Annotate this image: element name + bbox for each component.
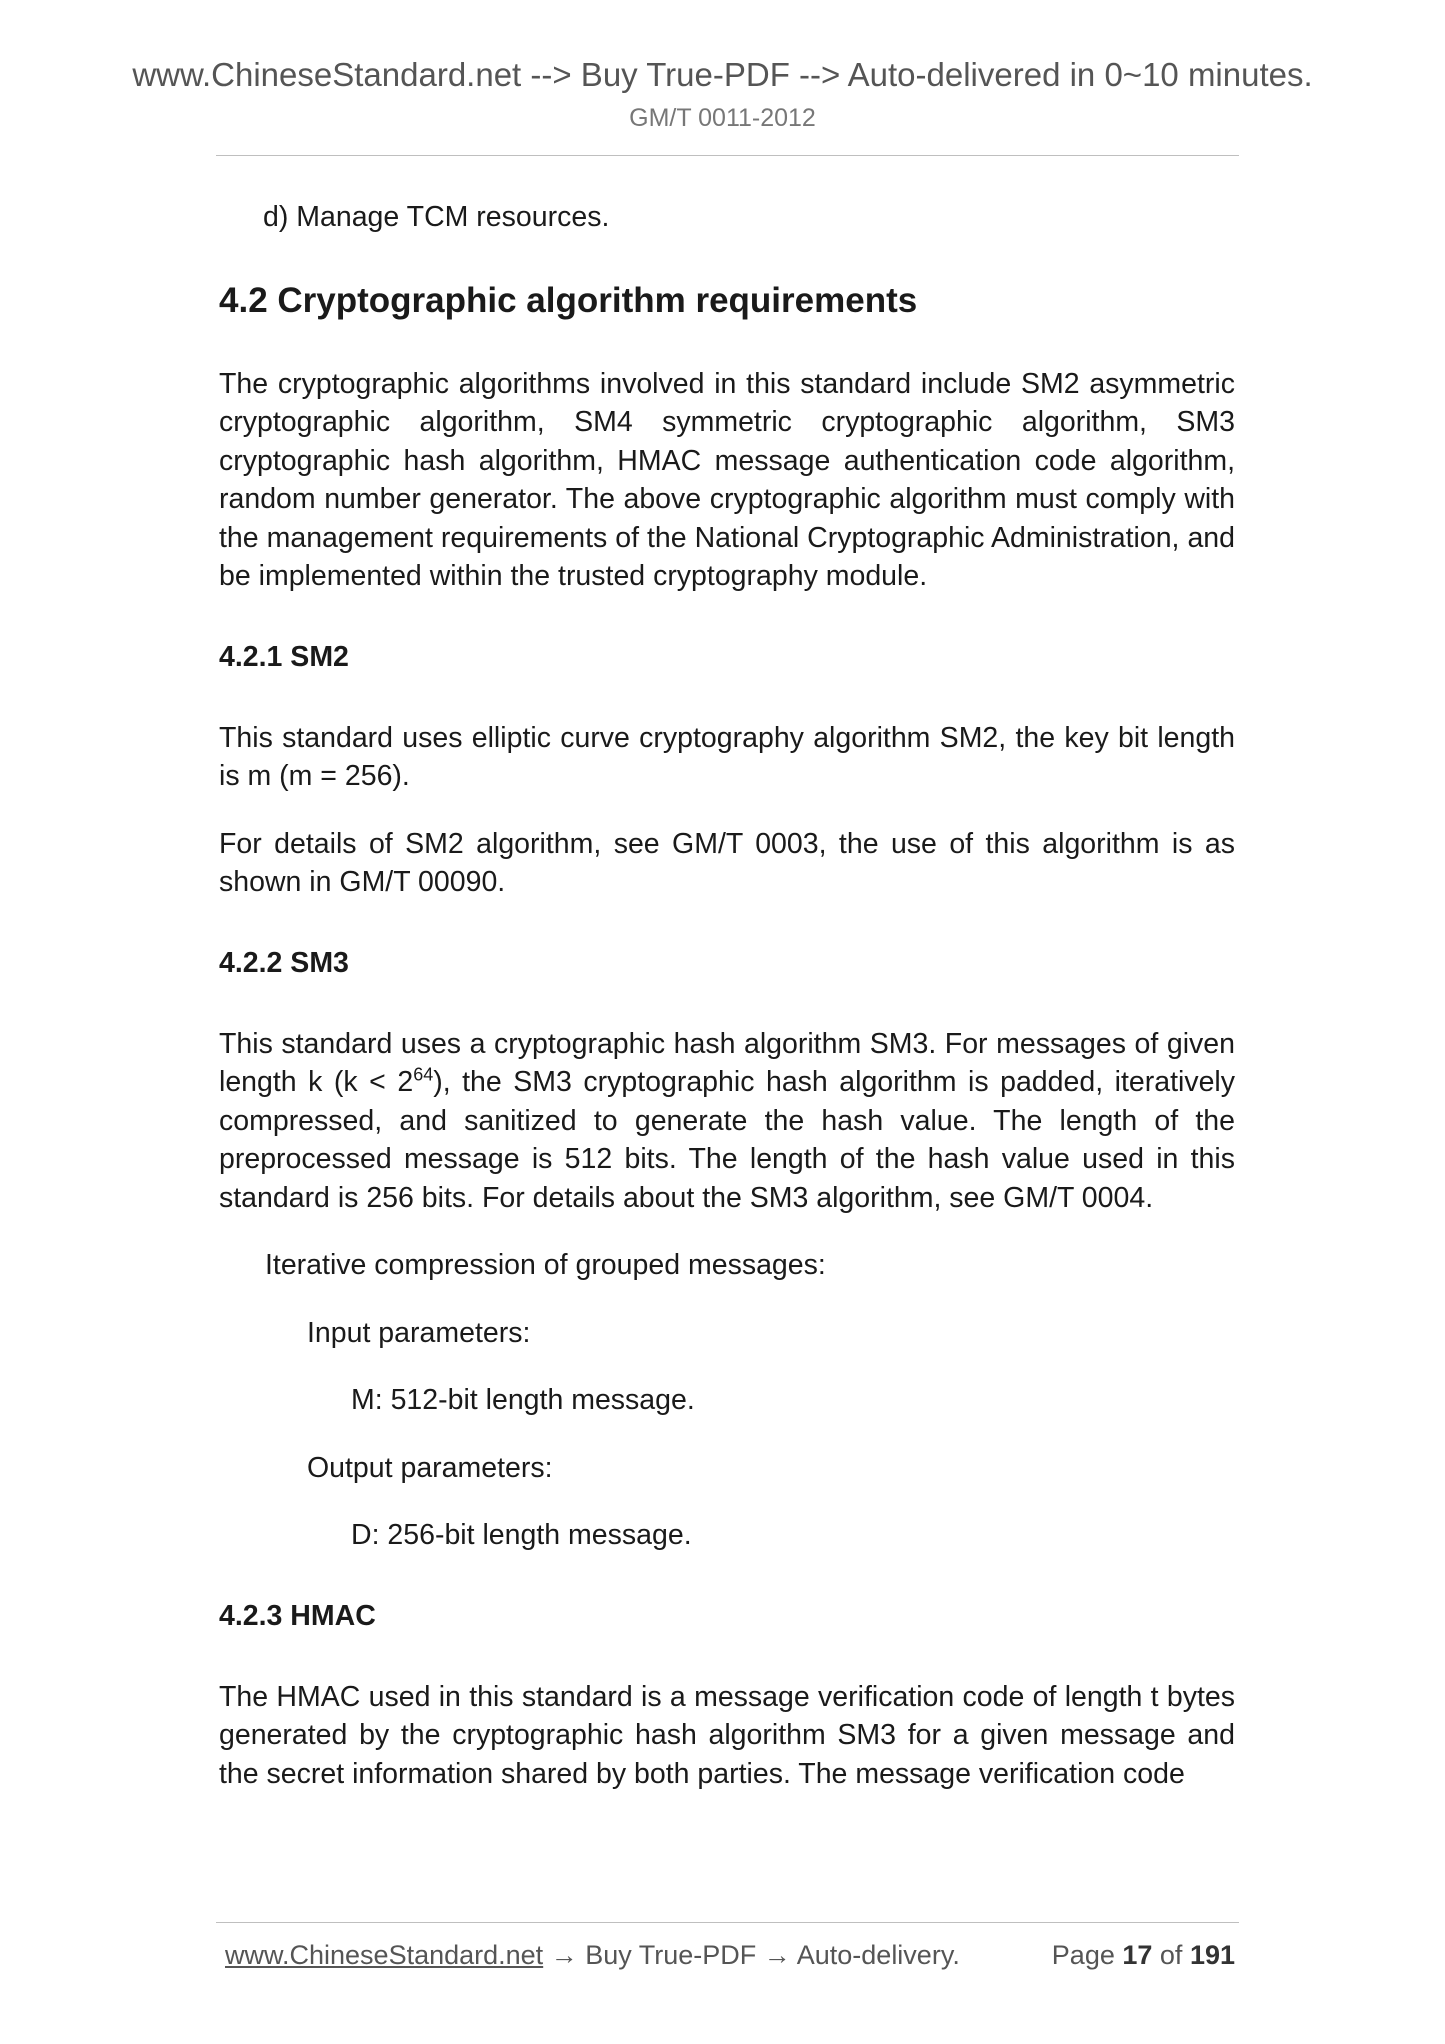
page-prefix: Page <box>1051 1940 1123 1970</box>
page-total: 191 <box>1189 1940 1235 1970</box>
section-4-2-1-heading: 4.2.1 SM2 <box>219 640 349 673</box>
header-divider <box>216 155 1239 156</box>
para-text-part-2: ), the SM3 cryptographic hash algorithm is padded, iteratively compressed, and sanitized to generate the hash value. The length of the preprocessed message is 512 bits. The length of the hash value used in this standard is 256 bits. For details about the SM3 algorithm, see GM/T 0004. <box>219 1066 1235 1214</box>
section-4-2-1-paragraph-1: This standard uses elliptic curve cryptography algorithm SM2, the key bit length is m (m = 256). <box>219 721 1235 792</box>
section-4-2-heading: 4.2 Cryptographic algorithm requirements <box>219 280 918 320</box>
page-of: of <box>1152 1940 1190 1970</box>
section-4-2-2-paragraph <box>219 1025 1235 1218</box>
list-item-d: d) Manage TCM resources. <box>263 201 610 233</box>
footer <box>225 1940 1235 1971</box>
footer-site-link[interactable]: www.ChineseStandard.net <box>225 1940 544 1970</box>
input-parameters-label: Input parameters: <box>307 1316 531 1349</box>
footer-divider <box>216 1922 1239 1923</box>
doc-code: GM/T 0011-2012 <box>629 104 816 132</box>
input-parameter-m: M: 512-bit length message. <box>351 1384 695 1416</box>
section-4-2-paragraph: The cryptographic algorithms involved in this standard include SM2 asymmetric cryptographic algorithm, SM4 symmetric cryptographic algorithm, SM3 cryptographic hash algorithm, HMAC message authentication code algorithm, random number generator. The above cryptographic algorithm must comply with the management requirements of the National Cryptographic Administration, and be implemented within the trusted cryptography module. <box>219 367 1235 592</box>
page-content <box>219 198 1235 1793</box>
section-4-2-3-heading: 4.2.3 HMAC <box>219 1599 376 1632</box>
section-4-2-1-paragraph-2: For details of SM2 algorithm, see GM/T 0003, the use of this algorithm is as shown in GM/T 00090. <box>219 827 1235 898</box>
output-parameter-d: D: 256-bit length message. <box>351 1519 692 1551</box>
section-4-2-3-paragraph: The HMAC used in this standard is a message verification code of length t bytes generated by the cryptographic hash algorithm SM3 for a given message and the secret information shared by both parties. The message verification code <box>219 1680 1235 1790</box>
header-banner: www.ChineseStandard.net --> Buy True-PDF --> Auto-delivered in 0~10 minutes. <box>132 56 1313 93</box>
page-number: 17 <box>1122 1940 1153 1970</box>
section-4-2-2-heading: 4.2.2 SM3 <box>219 946 349 979</box>
page-indicator <box>1052 1940 1235 1971</box>
superscript-exponent: 64 <box>413 1064 434 1085</box>
output-parameters-label: Output parameters: <box>307 1451 553 1484</box>
footer-trail-text: → Buy True-PDF → Auto-delivery. <box>543 1940 960 1970</box>
para-text-part-1: This standard uses a cryptographic hash algorithm SM3. For messages of given length k (k < 2 <box>219 1027 1235 1098</box>
iterative-compression-heading: Iterative compression of grouped messages: <box>265 1249 826 1281</box>
